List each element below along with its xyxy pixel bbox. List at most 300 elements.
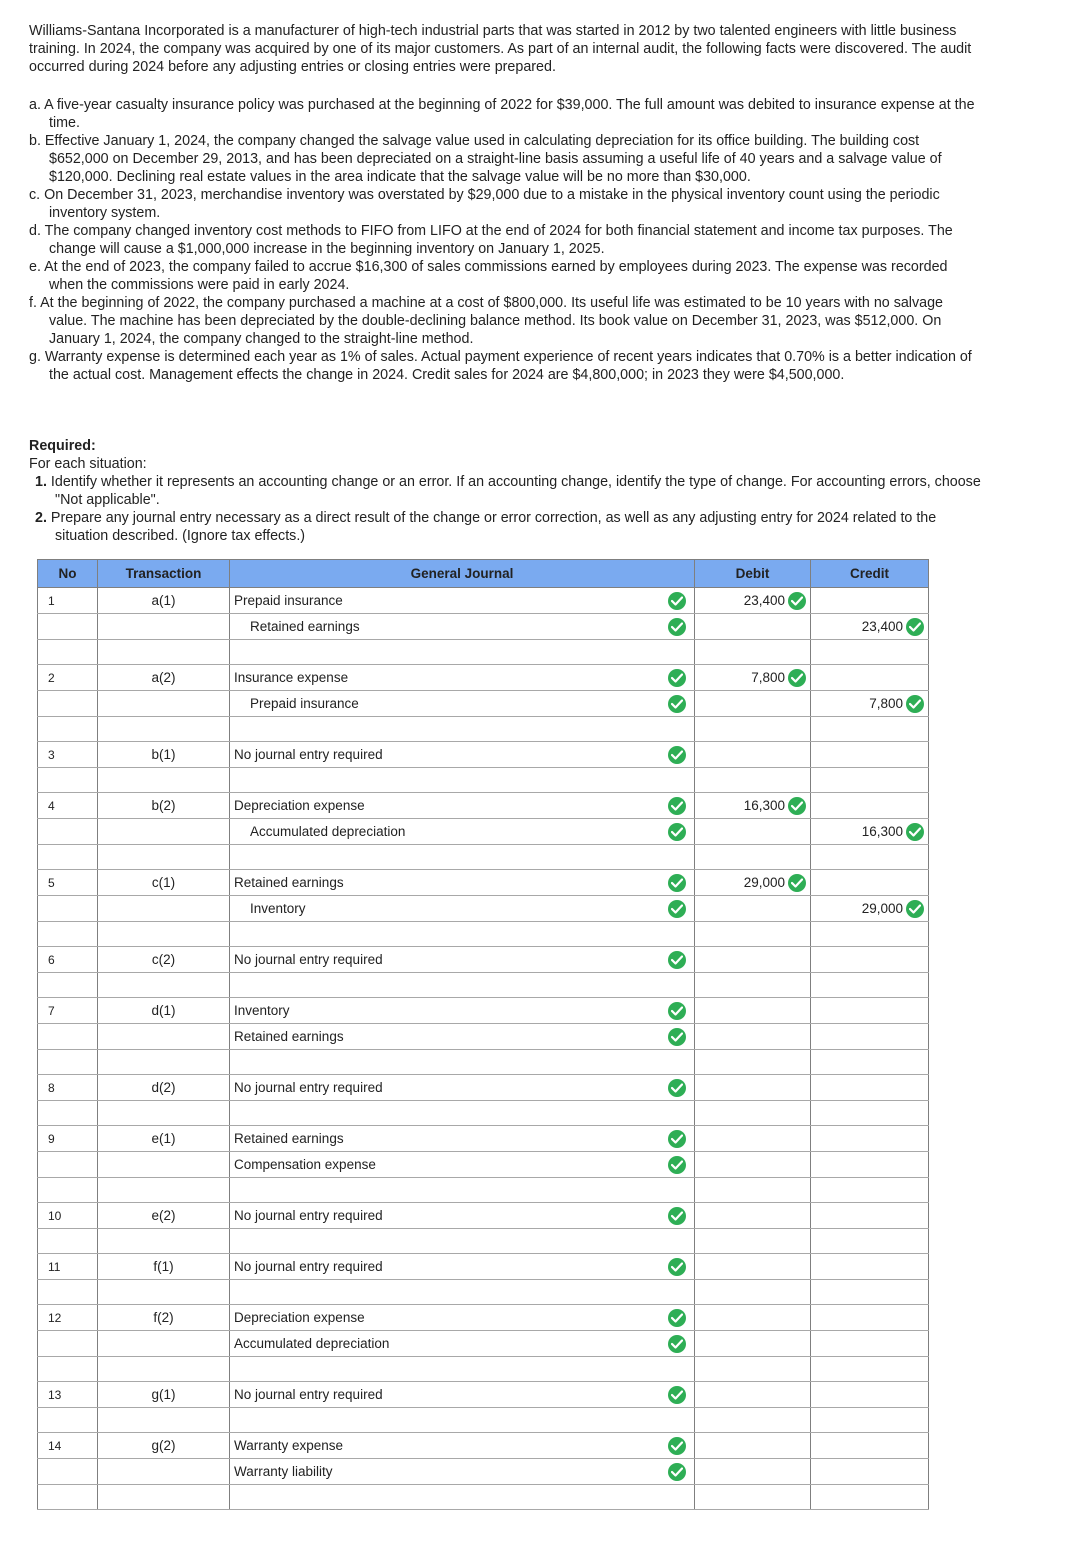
account-cell[interactable] (230, 1024, 695, 1050)
situation-list (29, 96, 979, 384)
correct-check-icon (668, 874, 686, 892)
required-item-1 (35, 473, 989, 509)
credit-cell[interactable] (811, 947, 929, 973)
credit-cell[interactable] (811, 1075, 929, 1101)
debit-cell[interactable] (695, 1305, 811, 1331)
debit-cell[interactable] (695, 1024, 811, 1050)
correct-check-icon (906, 618, 924, 636)
debit-cell[interactable] (695, 922, 811, 947)
entry-number (38, 973, 98, 998)
debit-cell[interactable] (695, 1126, 811, 1152)
journal-line-row (38, 793, 929, 819)
correct-check-icon (668, 1002, 686, 1020)
debit-cell[interactable] (695, 1075, 811, 1101)
journal-blank-row (38, 1485, 929, 1510)
account-cell[interactable] (230, 947, 695, 973)
table-header-row (38, 560, 929, 588)
credit-cell[interactable] (811, 665, 929, 691)
entry-transaction (98, 717, 230, 742)
entry-transaction (98, 922, 230, 947)
entry-number (38, 1229, 98, 1254)
entry-number (38, 819, 98, 845)
entry-transaction (98, 614, 230, 640)
journal-line-row (38, 588, 929, 614)
credit-cell[interactable] (811, 1126, 929, 1152)
account-cell[interactable] (230, 1101, 695, 1126)
entry-number (38, 1178, 98, 1203)
entry-transaction: c(2) (98, 947, 230, 973)
account-cell[interactable] (230, 768, 695, 793)
correct-check-icon (668, 900, 686, 918)
account-cell[interactable] (230, 614, 695, 640)
debit-cell[interactable] (695, 1459, 811, 1485)
account-name: No journal entry required (234, 1080, 383, 1095)
journal-blank-row (38, 1408, 929, 1433)
correct-check-icon (788, 874, 806, 892)
entry-number: 14 (38, 1433, 98, 1459)
journal-line-row (38, 1203, 929, 1229)
debit-cell[interactable] (695, 614, 811, 640)
account-cell[interactable] (230, 870, 695, 896)
credit-cell[interactable] (811, 614, 929, 640)
entry-number: 4 (38, 793, 98, 819)
entry-number: 1 (38, 588, 98, 614)
account-cell[interactable] (230, 1254, 695, 1280)
correct-check-icon (668, 746, 686, 764)
account-cell[interactable] (230, 665, 695, 691)
required-item-1-text: Identify whether it represents an accounting change or an error. If an accounting change, identify the type of change. For accounting errors, choose "Not applicable". (50, 474, 981, 508)
entry-number: 3 (38, 742, 98, 768)
credit-cell[interactable] (811, 640, 929, 665)
entry-number (38, 845, 98, 870)
debit-amount-wrap (751, 669, 806, 687)
entry-number (38, 1024, 98, 1050)
required-item-2-text: Prepare any journal entry necessary as a direct result of the change or error correction, as well as any adjusting entry for 2024 related to the situation described. (Ignore tax effects.) (50, 510, 937, 544)
entry-transaction (98, 1229, 230, 1254)
situation-d: d. The company changed inventory cost methods to FIFO from LIFO at the end of 2024 for both financial statement and income tax purposes. The change will cause a $1,000,000 increase in the beginning inventory on January 1, 2025. (29, 223, 953, 257)
entry-number: 2 (38, 665, 98, 691)
entry-number (38, 922, 98, 947)
entry-number: 11 (38, 1254, 98, 1280)
entry-transaction (98, 1101, 230, 1126)
entry-number (38, 1408, 98, 1433)
journal-blank-row (38, 640, 929, 665)
entry-number (38, 1101, 98, 1126)
correct-check-icon (788, 592, 806, 610)
header-credit: Credit (811, 560, 929, 588)
debit-cell[interactable] (695, 1408, 811, 1433)
account-cell[interactable] (230, 1178, 695, 1203)
credit-cell[interactable] (811, 1152, 929, 1178)
account-cell[interactable] (230, 717, 695, 742)
required-item-2 (35, 509, 989, 545)
entry-number (38, 1152, 98, 1178)
account-cell[interactable] (230, 742, 695, 768)
debit-cell[interactable] (695, 665, 811, 691)
account-name: No journal entry required (234, 1208, 383, 1223)
account-cell[interactable] (230, 1152, 695, 1178)
account-cell[interactable] (230, 588, 695, 614)
credit-amount: 16,300 (861, 824, 903, 839)
debit-cell[interactable] (695, 1101, 811, 1126)
entry-number (38, 717, 98, 742)
journal-body (38, 588, 929, 1510)
journal-blank-row (38, 1229, 929, 1254)
credit-cell[interactable] (811, 819, 929, 845)
debit-amount: 7,800 (751, 670, 785, 685)
correct-check-icon (788, 797, 806, 815)
situation-a: a. A five-year casualty insurance policy was purchased at the beginning of 2022 for $39,000. The full amount was debited to insurance expense at the time. (29, 97, 975, 131)
debit-cell[interactable] (695, 896, 811, 922)
account-name: Prepaid insurance (250, 696, 359, 711)
debit-cell[interactable] (695, 717, 811, 742)
journal-blank-row (38, 768, 929, 793)
entry-transaction (98, 973, 230, 998)
entry-transaction: a(2) (98, 665, 230, 691)
credit-cell[interactable] (811, 1382, 929, 1408)
account-cell[interactable] (230, 1126, 695, 1152)
debit-amount-wrap (744, 592, 806, 610)
account-name: No journal entry required (234, 1387, 383, 1402)
journal-blank-row (38, 1357, 929, 1382)
entry-transaction (98, 1178, 230, 1203)
journal-line-row (38, 1382, 929, 1408)
credit-cell[interactable] (811, 1357, 929, 1382)
correct-check-icon (668, 1156, 686, 1174)
debit-cell[interactable] (695, 1357, 811, 1382)
entry-number (38, 1357, 98, 1382)
debit-cell[interactable] (695, 845, 811, 870)
account-cell[interactable] (230, 896, 695, 922)
entry-number (38, 691, 98, 717)
debit-cell[interactable] (695, 1280, 811, 1305)
debit-cell[interactable] (695, 1485, 811, 1510)
account-name: Accumulated depreciation (250, 824, 406, 839)
account-name: Warranty expense (234, 1438, 344, 1453)
credit-cell[interactable] (811, 1024, 929, 1050)
correct-check-icon (668, 797, 686, 815)
credit-cell[interactable] (811, 1305, 929, 1331)
debit-cell[interactable] (695, 1433, 811, 1459)
entry-transaction: d(2) (98, 1075, 230, 1101)
account-name: Retained earnings (234, 875, 344, 890)
entry-transaction (98, 768, 230, 793)
credit-cell[interactable] (811, 768, 929, 793)
correct-check-icon (906, 823, 924, 841)
credit-cell[interactable] (811, 1408, 929, 1433)
account-name: Compensation expense (234, 1157, 376, 1172)
credit-cell[interactable] (811, 1101, 929, 1126)
account-cell[interactable] (230, 1433, 695, 1459)
credit-amount-wrap (862, 618, 924, 636)
account-cell[interactable] (230, 1280, 695, 1305)
entry-transaction (98, 1280, 230, 1305)
credit-cell[interactable] (811, 973, 929, 998)
credit-amount-wrap (862, 823, 924, 841)
account-cell[interactable] (230, 1305, 695, 1331)
journal-line-row (38, 1254, 929, 1280)
account-name: Inventory (234, 1003, 290, 1018)
credit-amount-wrap (862, 900, 924, 918)
account-name: Depreciation expense (234, 1310, 365, 1325)
debit-cell[interactable] (695, 691, 811, 717)
account-cell[interactable] (230, 1229, 695, 1254)
correct-check-icon (668, 1309, 686, 1327)
entry-transaction (98, 819, 230, 845)
entry-transaction (98, 1485, 230, 1510)
account-name: No journal entry required (234, 747, 383, 762)
entry-transaction: f(2) (98, 1305, 230, 1331)
account-cell[interactable] (230, 640, 695, 665)
account-cell[interactable] (230, 998, 695, 1024)
account-cell[interactable] (230, 1408, 695, 1433)
correct-check-icon (668, 695, 686, 713)
debit-cell[interactable] (695, 819, 811, 845)
entry-transaction (98, 1459, 230, 1485)
journal-line-row (38, 691, 929, 717)
credit-cell[interactable] (811, 998, 929, 1024)
account-name: No journal entry required (234, 952, 383, 967)
correct-check-icon (668, 592, 686, 610)
correct-check-icon (788, 669, 806, 687)
account-name: Prepaid insurance (234, 593, 343, 608)
credit-cell[interactable] (811, 1178, 929, 1203)
account-cell[interactable] (230, 1075, 695, 1101)
account-cell[interactable] (230, 1459, 695, 1485)
required-for-each: For each situation: (29, 456, 147, 472)
required-heading: Required: (29, 438, 96, 454)
journal-blank-row (38, 845, 929, 870)
account-cell[interactable] (230, 973, 695, 998)
journal-blank-row (38, 1050, 929, 1075)
entry-number: 5 (38, 870, 98, 896)
account-name: Inventory (250, 901, 306, 916)
credit-cell[interactable] (811, 1280, 929, 1305)
situation-e: e. At the end of 2023, the company failed to accrue $16,300 of sales commissions earned by employees during 2023. The expense was recorded when the commissions were paid in early 2024. (29, 259, 948, 293)
account-cell[interactable] (230, 819, 695, 845)
account-cell[interactable] (230, 793, 695, 819)
intro-paragraph: Williams-Santana Incorporated is a manufacturer of high-tech industrial parts that was started in 2012 by two talented engineers with little business training. In 2024, the company was acquired by one of its major customers. As part of an internal audit, the following facts were discovered. The audit occurred during 2024 before any adjusting entries or closing entries were prepared. (29, 23, 972, 75)
debit-amount-wrap (744, 874, 806, 892)
correct-check-icon (906, 900, 924, 918)
journal-line-row (38, 896, 929, 922)
required-section (29, 437, 989, 545)
entry-transaction: b(2) (98, 793, 230, 819)
header-general-journal: General Journal (230, 560, 695, 588)
situation-f: f. At the beginning of 2022, the company purchased a machine at a cost of $800,000. Its useful life was estimated to be 10 years with no salvage value. The machine has been depreciated by the double-declining balance method. Its book value on December 31, 2023, was $512,000. On January 1, 2024, the company changed to the straight-line method. (29, 295, 943, 347)
debit-cell[interactable] (695, 1331, 811, 1357)
entry-number (38, 614, 98, 640)
required-item-2-number: 2. (35, 510, 47, 526)
journal-line-row (38, 742, 929, 768)
credit-cell[interactable] (811, 1229, 929, 1254)
account-cell[interactable] (230, 922, 695, 947)
journal-blank-row (38, 973, 929, 998)
journal-blank-row (38, 1101, 929, 1126)
situation-g: g. Warranty expense is determined each year as 1% of sales. Actual payment experience of recent years indicates that 0.70% is a better indication of the actual cost. Management effects the change in 2024. Credit sales for 2024 are $4,800,000; in 2023 they were $4,500,000. (29, 349, 972, 383)
journal-line-row (38, 665, 929, 691)
credit-cell[interactable] (811, 1331, 929, 1357)
header-debit: Debit (695, 560, 811, 588)
entry-number: 9 (38, 1126, 98, 1152)
debit-cell[interactable] (695, 1229, 811, 1254)
journal-line-row (38, 1152, 929, 1178)
entry-transaction: f(1) (98, 1254, 230, 1280)
credit-cell[interactable] (811, 1459, 929, 1485)
entry-transaction (98, 691, 230, 717)
journal-blank-row (38, 1178, 929, 1203)
correct-check-icon (668, 1207, 686, 1225)
debit-cell[interactable] (695, 793, 811, 819)
debit-amount: 29,000 (743, 875, 785, 890)
journal-line-row (38, 614, 929, 640)
entry-number (38, 1459, 98, 1485)
correct-check-icon (668, 669, 686, 687)
correct-check-icon (668, 1130, 686, 1148)
entry-number: 7 (38, 998, 98, 1024)
entry-transaction (98, 1408, 230, 1433)
entry-number: 6 (38, 947, 98, 973)
journal-line-row (38, 1075, 929, 1101)
entry-transaction (98, 640, 230, 665)
credit-cell[interactable] (811, 1485, 929, 1510)
correct-check-icon (668, 1335, 686, 1353)
debit-cell[interactable] (695, 640, 811, 665)
debit-cell[interactable] (695, 1050, 811, 1075)
situation-c: c. On December 31, 2023, merchandise inventory was overstated by $29,000 due to a mistake in the physical inventory count using the periodic inventory system. (29, 187, 940, 221)
credit-cell[interactable] (811, 896, 929, 922)
correct-check-icon (668, 1437, 686, 1455)
entry-transaction (98, 896, 230, 922)
correct-check-icon (668, 823, 686, 841)
credit-amount: 23,400 (861, 619, 903, 634)
credit-cell[interactable] (811, 588, 929, 614)
journal-blank-row (38, 717, 929, 742)
account-cell[interactable] (230, 691, 695, 717)
account-name: Depreciation expense (234, 798, 365, 813)
credit-cell[interactable] (811, 691, 929, 717)
debit-amount: 23,400 (743, 593, 785, 608)
debit-cell[interactable] (695, 742, 811, 768)
entry-number (38, 768, 98, 793)
account-name: No journal entry required (234, 1259, 383, 1274)
debit-cell[interactable] (695, 1203, 811, 1229)
entry-number (38, 1331, 98, 1357)
credit-cell[interactable] (811, 870, 929, 896)
correct-check-icon (668, 618, 686, 636)
correct-check-icon (668, 1079, 686, 1097)
credit-cell[interactable] (811, 717, 929, 742)
entry-number (38, 1050, 98, 1075)
credit-cell[interactable] (811, 1433, 929, 1459)
credit-amount-wrap (869, 695, 924, 713)
journal-line-row (38, 1331, 929, 1357)
debit-cell[interactable] (695, 1152, 811, 1178)
header-transaction: Transaction (98, 560, 230, 588)
correct-check-icon (668, 1386, 686, 1404)
debit-cell[interactable] (695, 1254, 811, 1280)
correct-check-icon (668, 1258, 686, 1276)
account-cell[interactable] (230, 1050, 695, 1075)
entry-transaction: g(2) (98, 1433, 230, 1459)
credit-cell[interactable] (811, 1254, 929, 1280)
debit-cell[interactable] (695, 588, 811, 614)
entry-transaction (98, 1357, 230, 1382)
correct-check-icon (668, 1463, 686, 1481)
required-item-1-number: 1. (35, 474, 47, 490)
account-cell[interactable] (230, 1331, 695, 1357)
debit-cell[interactable] (695, 768, 811, 793)
account-cell[interactable] (230, 1203, 695, 1229)
account-name: Accumulated depreciation (234, 1336, 390, 1351)
credit-cell[interactable] (811, 742, 929, 768)
entry-number: 10 (38, 1203, 98, 1229)
entry-number: 8 (38, 1075, 98, 1101)
entry-transaction: b(1) (98, 742, 230, 768)
credit-cell[interactable] (811, 845, 929, 870)
entry-transaction: c(1) (98, 870, 230, 896)
debit-amount-wrap (744, 797, 806, 815)
journal-line-row (38, 998, 929, 1024)
entry-number (38, 640, 98, 665)
debit-cell[interactable] (695, 870, 811, 896)
debit-cell[interactable] (695, 973, 811, 998)
debit-amount: 16,300 (743, 798, 785, 813)
account-cell[interactable] (230, 1382, 695, 1408)
entry-transaction (98, 1024, 230, 1050)
account-name: Insurance expense (234, 670, 349, 685)
entry-transaction (98, 1152, 230, 1178)
journal-line-row (38, 1459, 929, 1485)
account-cell[interactable] (230, 845, 695, 870)
debit-cell[interactable] (695, 998, 811, 1024)
journal-line-row (38, 947, 929, 973)
journal-line-row (38, 819, 929, 845)
entry-number (38, 1485, 98, 1510)
debit-cell[interactable] (695, 1178, 811, 1203)
credit-cell[interactable] (811, 1050, 929, 1075)
entry-transaction: d(1) (98, 998, 230, 1024)
account-cell[interactable] (230, 1357, 695, 1382)
entry-transaction: a(1) (98, 588, 230, 614)
general-journal-table (37, 559, 929, 1510)
journal-blank-row (38, 1280, 929, 1305)
entry-transaction (98, 1331, 230, 1357)
credit-cell[interactable] (811, 793, 929, 819)
entry-transaction (98, 1050, 230, 1075)
credit-cell[interactable] (811, 1203, 929, 1229)
credit-cell[interactable] (811, 922, 929, 947)
correct-check-icon (668, 951, 686, 969)
entry-number (38, 1280, 98, 1305)
correct-check-icon (668, 1028, 686, 1046)
entry-transaction (98, 845, 230, 870)
journal-line-row (38, 1305, 929, 1331)
header-no: No (38, 560, 98, 588)
entry-number: 12 (38, 1305, 98, 1331)
account-cell[interactable] (230, 1485, 695, 1510)
entry-number (38, 896, 98, 922)
credit-amount: 7,800 (869, 696, 903, 711)
entry-transaction: e(1) (98, 1126, 230, 1152)
entry-number: 13 (38, 1382, 98, 1408)
journal-line-row (38, 870, 929, 896)
correct-check-icon (906, 695, 924, 713)
debit-cell[interactable] (695, 1382, 811, 1408)
journal-line-row (38, 1024, 929, 1050)
debit-cell[interactable] (695, 947, 811, 973)
entry-transaction: g(1) (98, 1382, 230, 1408)
